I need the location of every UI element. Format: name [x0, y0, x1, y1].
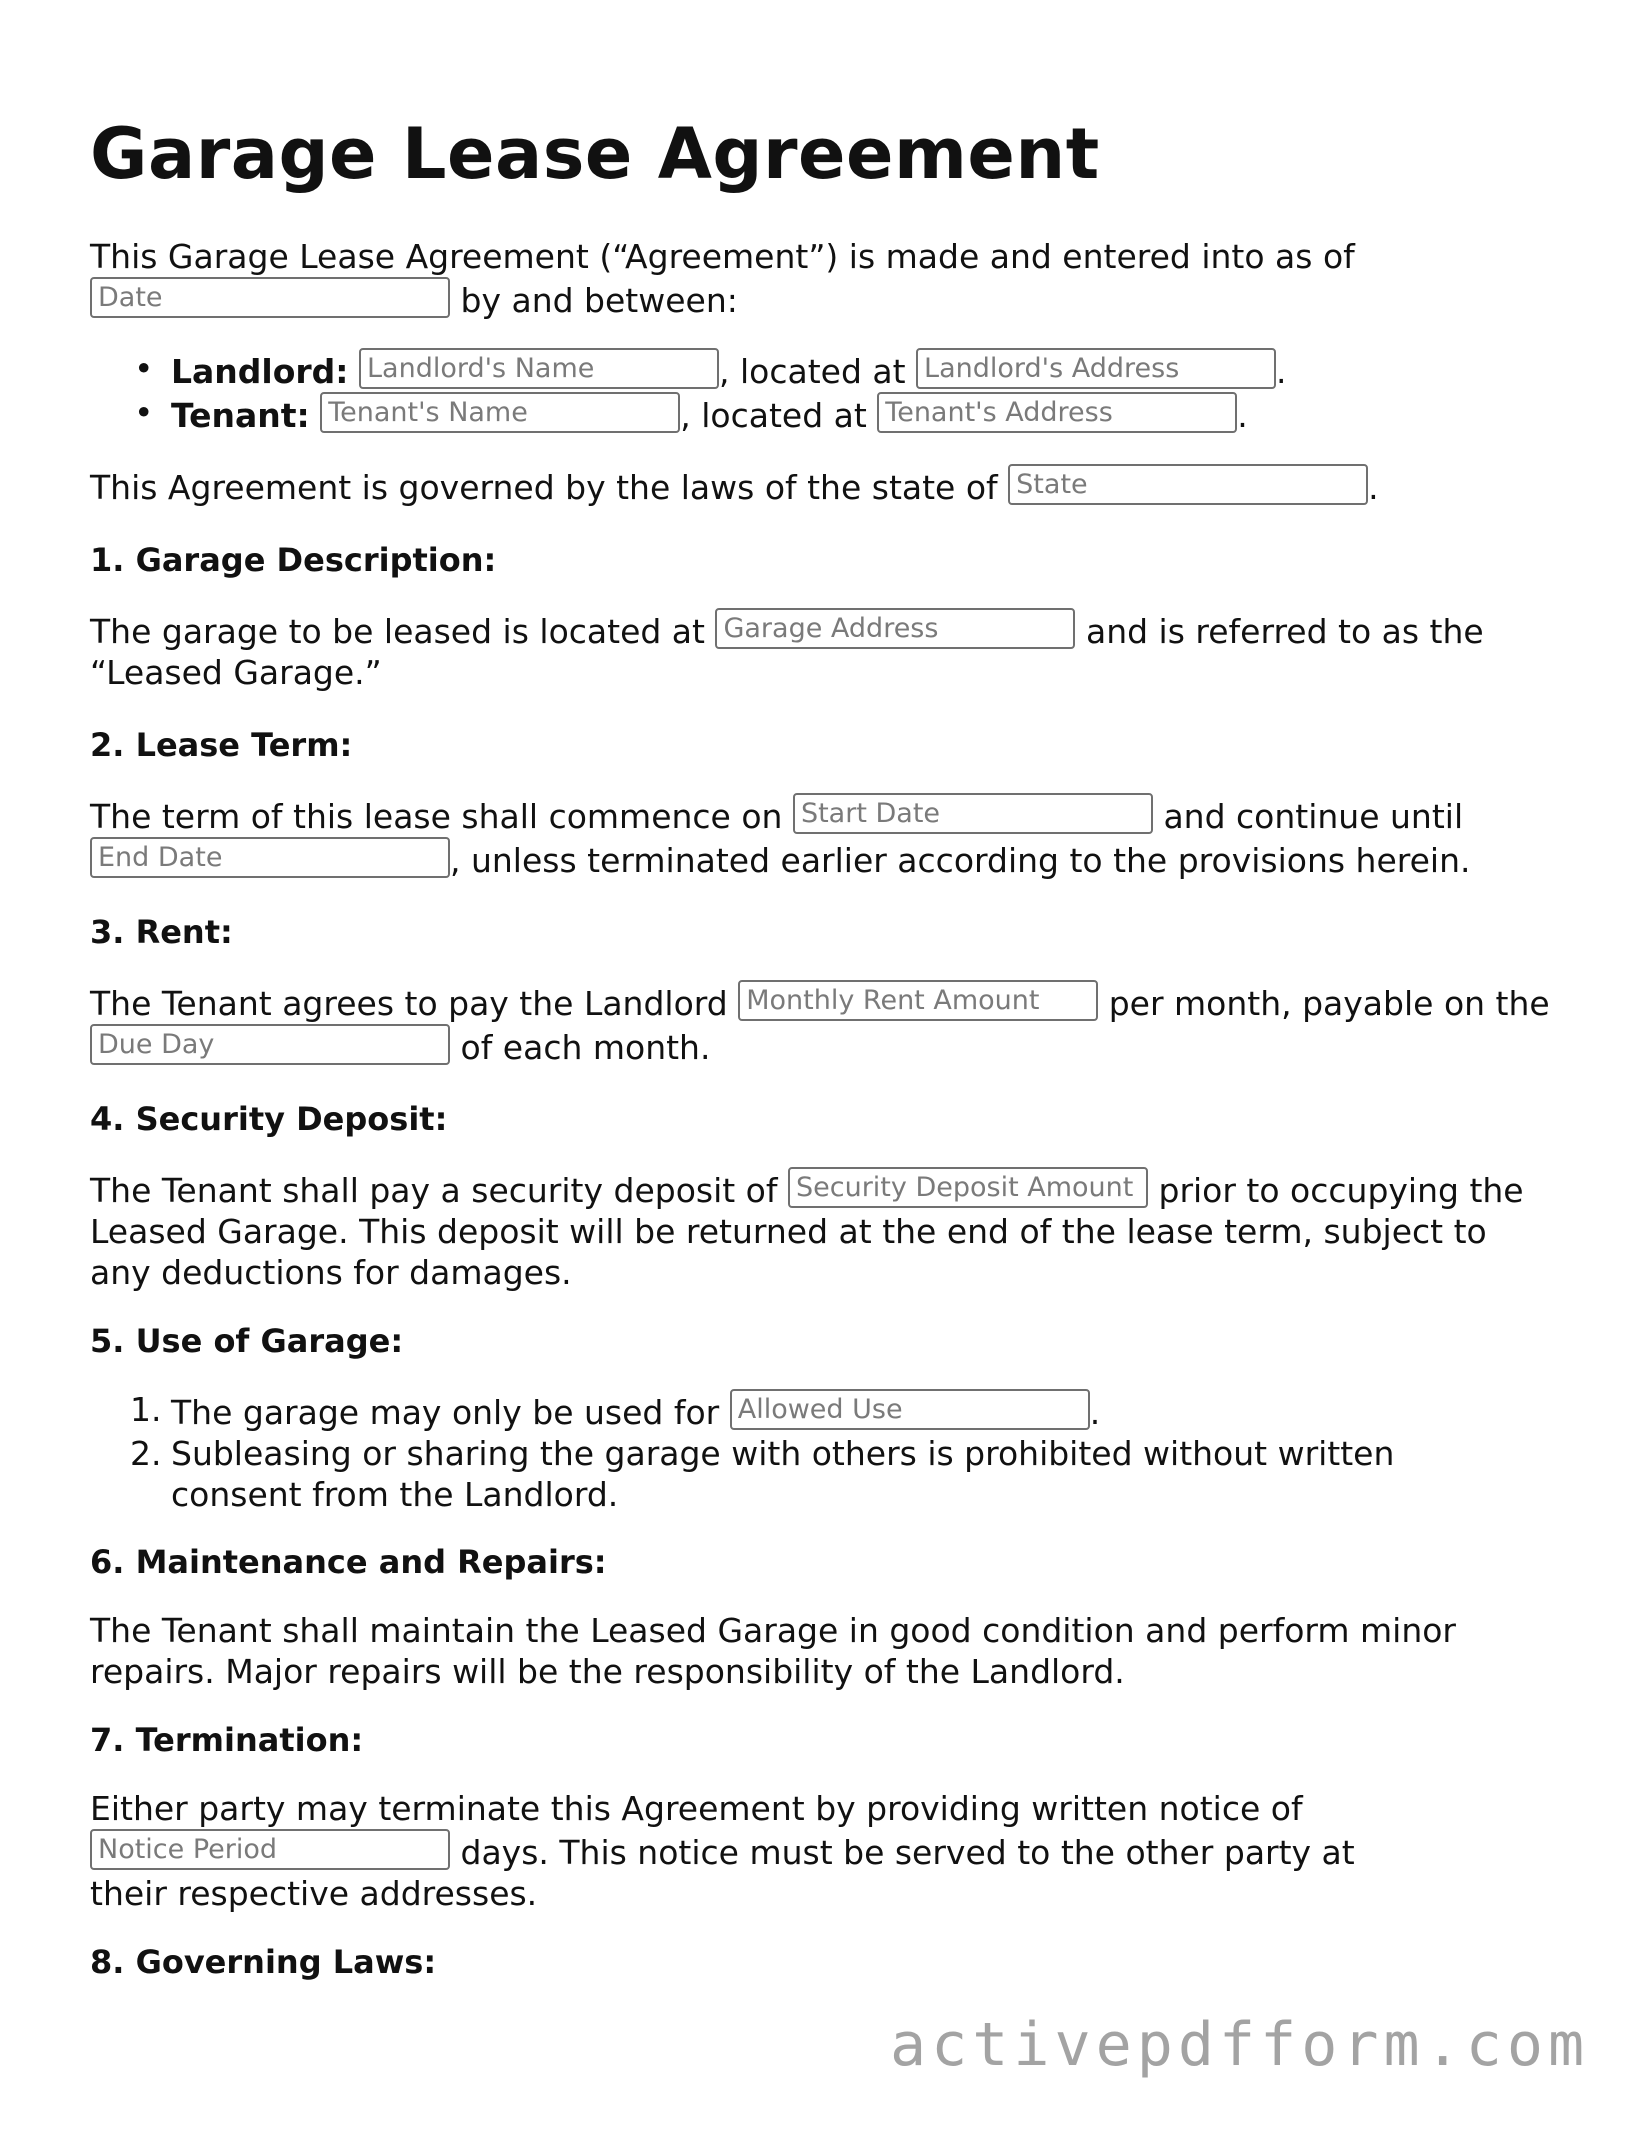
section-7-text: Either party may terminate this Agreement by providing written notice of	[90, 1789, 1303, 1828]
tenant-label: Tenant:	[171, 396, 310, 435]
landlord-end: .	[1276, 352, 1287, 391]
section-2-text-after: , unless terminated earlier according to the provisions herein.	[450, 841, 1471, 880]
use-item-2-number: 2.	[130, 1434, 162, 1473]
section-1-paragraph	[90, 608, 1540, 693]
start-date-field[interactable]: Start Date	[793, 793, 1153, 834]
tenant-end: .	[1237, 396, 1248, 435]
section-1-heading: 1. Garage Description:	[90, 541, 497, 579]
intro-paragraph	[90, 236, 1390, 321]
document-title: Garage Lease Agreement	[90, 113, 1100, 195]
date-field[interactable]: Date	[90, 277, 450, 318]
use-item-1	[90, 1389, 1520, 1433]
landlord-label: Landlord:	[171, 352, 349, 391]
section-2-heading: 2. Lease Term:	[90, 726, 353, 764]
use-item-2-text: Subleasing or sharing the garage with others is prohibited without written consent from the Landlord.	[171, 1434, 1395, 1514]
tenant-name-field[interactable]: Tenant's Name	[320, 392, 680, 433]
use-item-1-end: .	[1089, 1393, 1101, 1432]
parties-list	[90, 348, 1550, 436]
tenant-item	[90, 392, 1550, 436]
section-4-text-after: prior to occupying the Leased Garage. This deposit will be returned at the end of the lease term, subject to any deductions for damages.	[90, 1171, 1524, 1292]
section-6-paragraph: The Tenant shall maintain the Leased Garage in good condition and perform minor repairs. Major repairs will be the responsibility of the Landlord.	[90, 1611, 1456, 1691]
section-8-heading: 8. Governing Laws:	[90, 1943, 437, 1981]
state-field[interactable]: State	[1008, 464, 1368, 505]
governing-paragraph	[90, 464, 1550, 508]
security-deposit-field[interactable]: Security Deposit Amount	[788, 1167, 1148, 1208]
watermark: activepdfform.com	[890, 2010, 1590, 2080]
section-7-text-after: days. This notice must be served to the other party at their respective addresses.	[90, 1833, 1355, 1913]
section-4-paragraph	[90, 1167, 1530, 1293]
tenant-address-field[interactable]: Tenant's Address	[877, 392, 1237, 433]
section-6-heading: 6. Maintenance and Repairs:	[90, 1543, 607, 1581]
section-3-paragraph	[90, 980, 1560, 1068]
governing-end: .	[1368, 468, 1379, 507]
landlord-located-text: , located at	[719, 352, 906, 391]
section-7-paragraph	[90, 1788, 1420, 1914]
section-5-heading: 5. Use of Garage:	[90, 1322, 404, 1360]
allowed-use-field[interactable]: Allowed Use	[730, 1389, 1090, 1430]
landlord-name-field[interactable]: Landlord's Name	[359, 348, 719, 389]
tenant-located-text: , located at	[680, 396, 867, 435]
section-4-text: The Tenant shall pay a security deposit of	[90, 1171, 778, 1210]
landlord-address-field[interactable]: Landlord's Address	[916, 348, 1276, 389]
landlord-item	[90, 348, 1550, 392]
section-2-text: The term of this lease shall commence on	[90, 797, 783, 836]
use-item-1-number: 1.	[130, 1390, 162, 1429]
notice-period-field[interactable]: Notice Period	[90, 1829, 450, 1870]
use-of-garage-list	[90, 1389, 1520, 1515]
use-item-2	[90, 1433, 1520, 1515]
due-day-field[interactable]: Due Day	[90, 1024, 450, 1065]
use-item-1-text: The garage may only be used for	[171, 1393, 720, 1432]
section-3-heading: 3. Rent:	[90, 913, 233, 951]
section-2-text-middle: and continue until	[1163, 797, 1464, 836]
intro-text: This Garage Lease Agreement (“Agreement”) is made and entered into as of	[90, 237, 1355, 276]
section-3-text: The Tenant agrees to pay the Landlord	[90, 984, 728, 1023]
section-1-text-after: and is referred to as the “Leased Garage.”	[90, 612, 1484, 692]
section-7-heading: 7. Termination:	[90, 1721, 364, 1759]
section-3-text-after: of each month.	[460, 1028, 711, 1067]
intro-text-after: by and between:	[460, 281, 738, 320]
end-date-field[interactable]: End Date	[90, 837, 450, 878]
monthly-rent-field[interactable]: Monthly Rent Amount	[738, 980, 1098, 1021]
section-1-text: The garage to be leased is located at	[90, 612, 705, 651]
garage-address-field[interactable]: Garage Address	[715, 608, 1075, 649]
section-3-text-middle: per month, payable on the	[1108, 984, 1550, 1023]
governing-text: This Agreement is governed by the laws of the state of	[90, 468, 998, 507]
section-4-heading: 4. Security Deposit:	[90, 1100, 448, 1138]
section-2-paragraph	[90, 793, 1550, 881]
